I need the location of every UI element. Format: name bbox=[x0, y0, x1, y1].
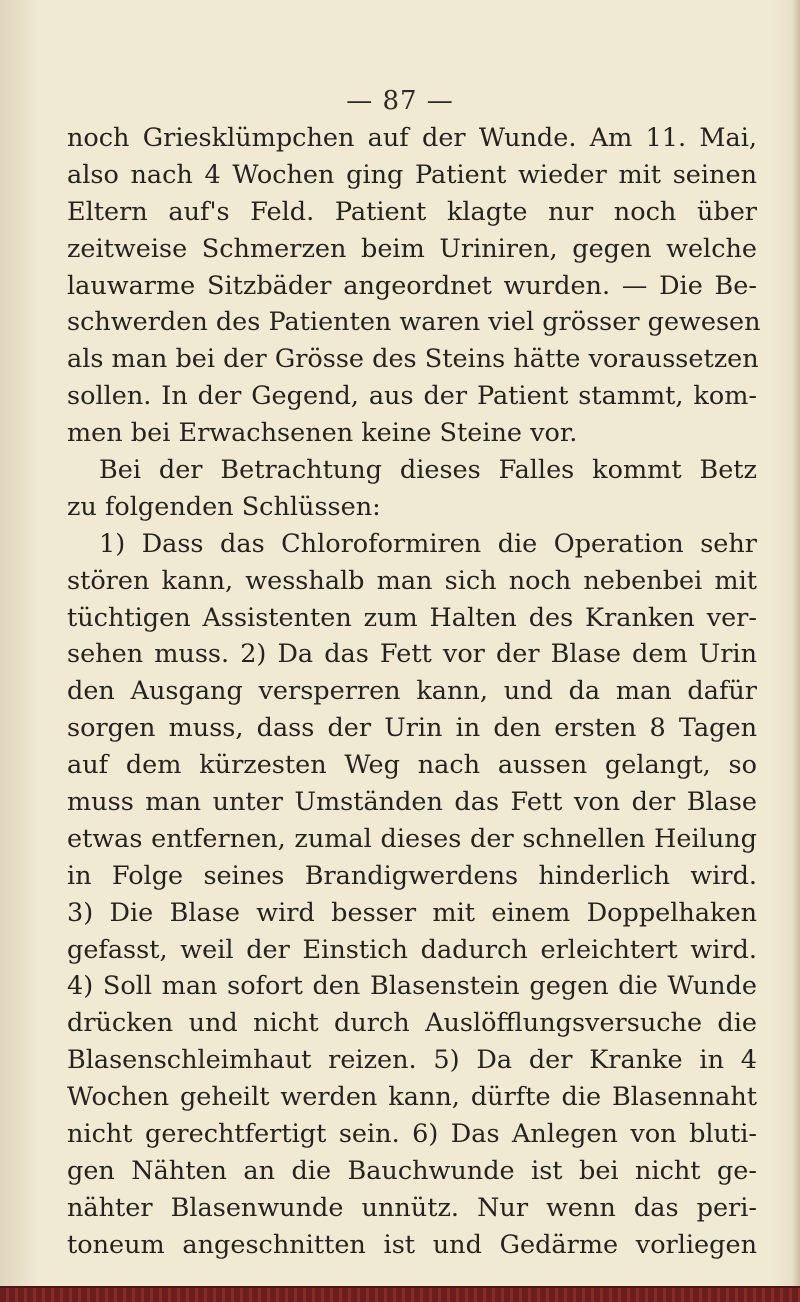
text-line: sehen muss. 2) Da das Fett vor der Blase dem Urin bbox=[67, 639, 757, 670]
text-line: nähter Blasenwunde unnütz. Nur wenn das peri- bbox=[67, 1192, 757, 1223]
text-line: Blasenschleimhaut reizen. 5) Da der Kranke in 4 bbox=[67, 1045, 757, 1076]
text-line: gen Nähten an die Bauchwunde ist bei nicht ge- bbox=[67, 1155, 757, 1186]
text-line: noch Griesklümpchen auf der Wunde. Am 11. Mai, bbox=[67, 123, 757, 153]
text-line: toneum angeschnitten ist und Gedärme vorliegen bbox=[67, 1229, 757, 1260]
body-text bbox=[67, 120, 761, 1264]
text-line: nicht gerechtfertigt sein. 6) Das Anlegen von bluti- bbox=[67, 1119, 757, 1150]
text-line: sollen. In der Gegend, aus der Patient stammt, kom- bbox=[67, 381, 757, 412]
text-line: Bei der Betrachtung dieses Falles kommt Betz bbox=[99, 455, 757, 486]
text-line: men bei Erwachsenen keine Steine vor. bbox=[67, 418, 578, 449]
text-line: stören kann, wesshalb man sich noch nebenbei mit bbox=[67, 565, 757, 596]
text-line: also nach 4 Wochen ging Patient wieder mit seinen bbox=[67, 159, 757, 190]
page-number: — 87 — bbox=[346, 86, 454, 116]
bottom-edge-band bbox=[0, 1286, 800, 1302]
text-line: lauwarme Sitzbäder angeordnet wurden. — Die Be- bbox=[67, 270, 757, 301]
text-line: als man bei der Grösse des Steins hätte voraussetzen bbox=[67, 344, 759, 375]
text-line: muss man unter Umständen das Fett von der Blase bbox=[67, 787, 757, 818]
text-line: 3) Die Blase wird besser mit einem Doppelhaken bbox=[67, 897, 757, 928]
text-line: tüchtigen Assistenten zum Halten des Kranken ver- bbox=[67, 602, 757, 633]
text-line: zu folgenden Schlüssen: bbox=[67, 491, 381, 522]
text-line: in Folge seines Brandigwerdens hinderlich wird. bbox=[67, 860, 757, 891]
text-line: den Ausgang versperren kann, und da man dafür bbox=[67, 676, 757, 707]
text-line: drücken und nicht durch Auslöfflungsversuche die bbox=[67, 1008, 757, 1039]
text-line: etwas entfernen, zumal dieses der schnellen Heilung bbox=[67, 823, 757, 854]
text-line: 4) Soll man sofort den Blasenstein gegen die Wunde bbox=[67, 971, 757, 1002]
text-line: gefasst, weil der Einstich dadurch erleichtert wird. bbox=[67, 934, 757, 965]
text-line: sorgen muss, dass der Urin in den ersten 8 Tagen bbox=[67, 713, 757, 744]
text-line: auf dem kürzesten Weg nach aussen gelangt, so bbox=[67, 750, 757, 781]
text-line: Eltern auf's Feld. Patient klagte nur noch über bbox=[67, 196, 757, 227]
text-line: schwerden des Patienten waren viel grösser gewesen bbox=[67, 307, 761, 338]
page-edge-shadow bbox=[792, 0, 800, 1302]
text-line: 1) Dass das Chloroformiren die Operation sehr bbox=[99, 528, 757, 559]
text-line: Wochen geheilt werden kann, dürfte die Blasennaht bbox=[67, 1082, 757, 1113]
text-line: zeitweise Schmerzen beim Uriniren, gegen welche bbox=[67, 233, 757, 264]
